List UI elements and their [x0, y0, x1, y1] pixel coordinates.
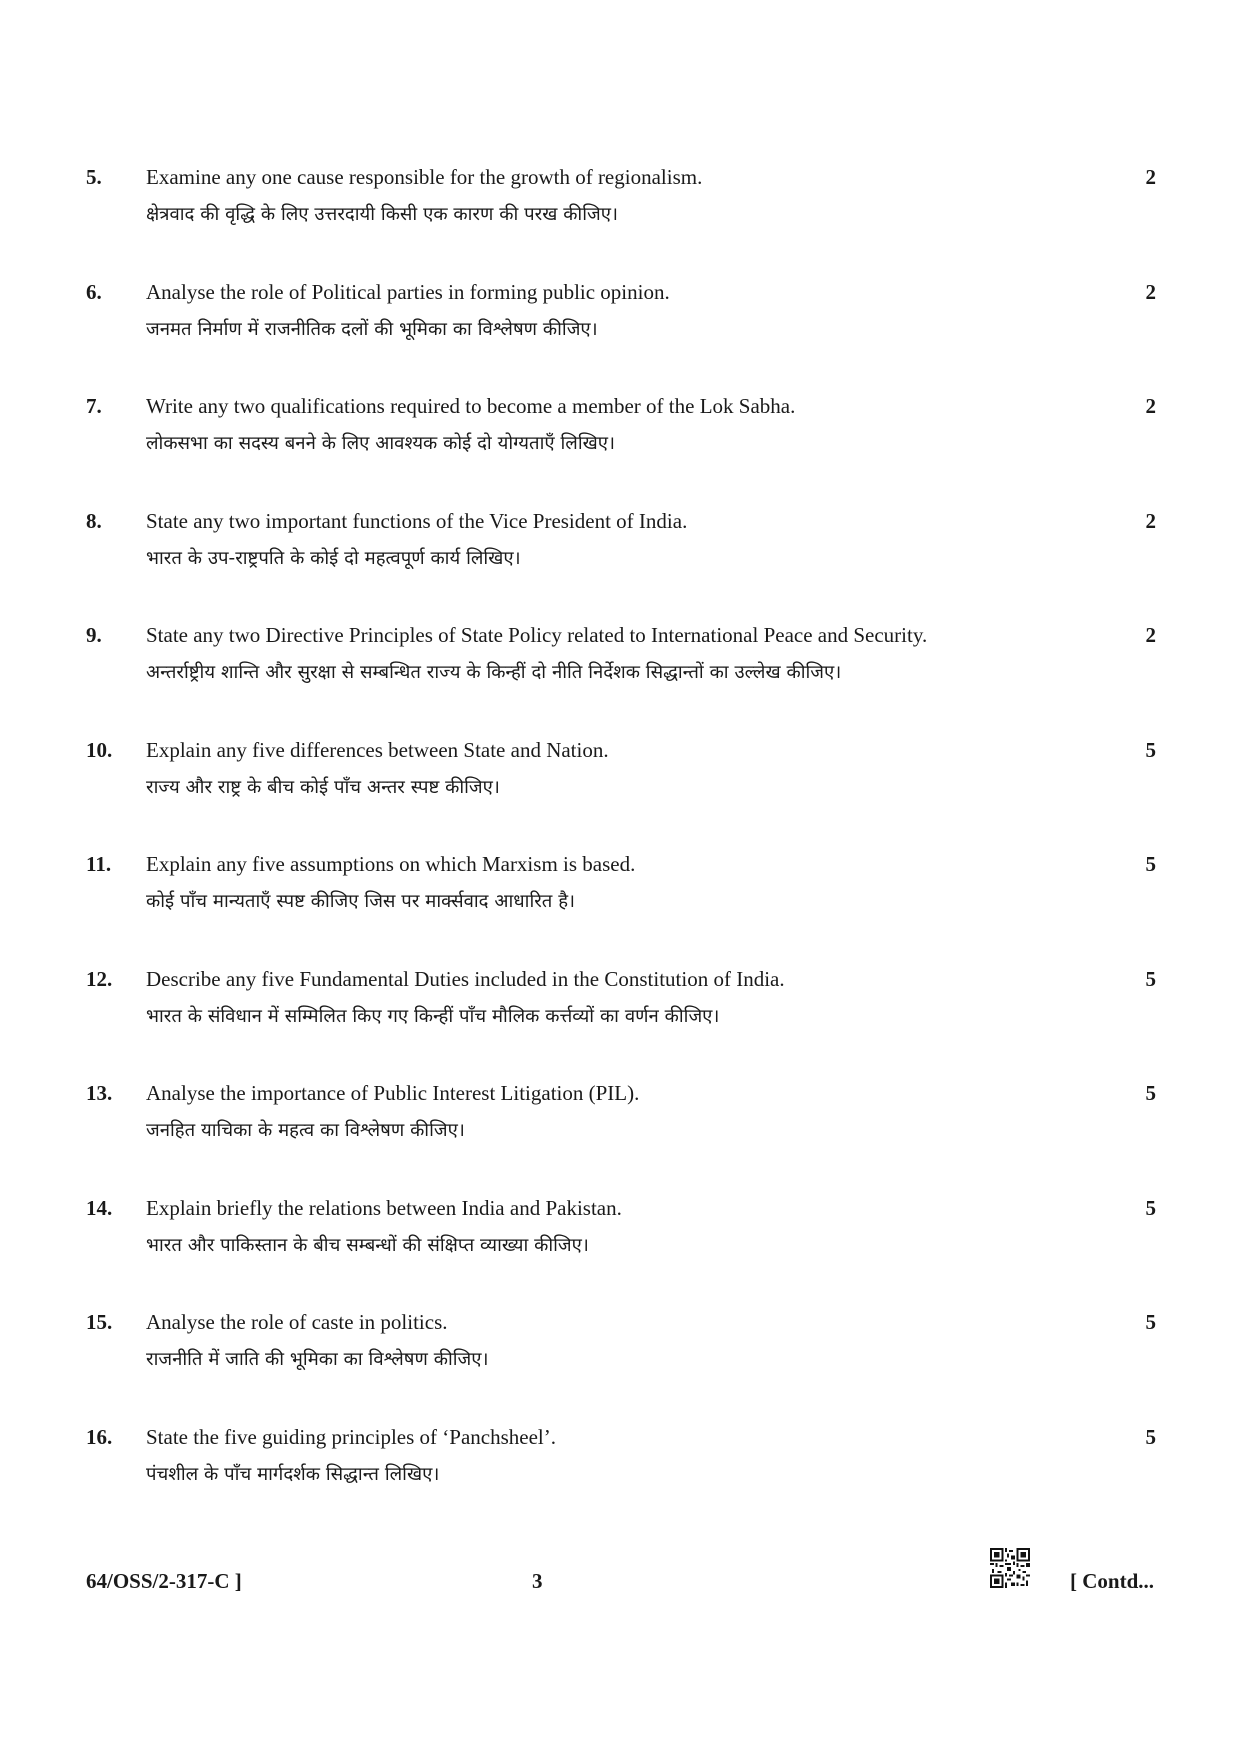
question-number: 16.: [86, 1424, 113, 1449]
question-number: 7.: [86, 394, 102, 418]
question-text-hindi: भारत के उप-राष्ट्रपति के कोई दो महत्वपूर्ण कार्य लिखिए।: [146, 547, 521, 569]
question-text-hindi: जनमत निर्माण में राजनीतिक दलों की भूमिका का विश्लेषण कीजिए।: [146, 318, 598, 340]
question-text-english: Explain any five assumptions on which Marxism is based.: [146, 852, 636, 876]
question-item: [86, 620, 1156, 735]
question-marks: 2: [1145, 279, 1156, 304]
question-number: 14.: [86, 1195, 113, 1220]
question-number: 9.: [86, 623, 102, 647]
question-item: [86, 1422, 1156, 1537]
question-marks: 5: [1145, 737, 1156, 762]
question-marks: 2: [1145, 165, 1156, 189]
question-text-hindi: पंचशील के पाँच मार्गदर्शक सिद्धान्त लिखिए।: [146, 1463, 440, 1485]
question-text-english: Examine any one cause responsible for the growth of regionalism.: [146, 165, 703, 189]
question-text-english: State the five guiding principles of ‘Panchsheel’.: [146, 1424, 556, 1449]
question-number: 15.: [86, 1310, 113, 1334]
question-marks: 5: [1145, 1081, 1156, 1105]
question-list: [86, 162, 1156, 1536]
question-marks: 5: [1145, 1310, 1156, 1334]
question-item: [86, 1078, 1156, 1193]
question-text-english: Analyse the role of Political parties in forming public opinion.: [146, 279, 670, 304]
question-text-hindi: जनहित याचिका के महत्व का विश्लेषण कीजिए।: [146, 1120, 465, 1141]
question-marks: 2: [1145, 508, 1156, 533]
question-text-english: Explain briefly the relations between India and Pakistan.: [146, 1195, 622, 1220]
question-text-hindi: भारत और पाकिस्तान के बीच सम्बन्धों की संक्षिप्त व्याख्या कीजिए।: [146, 1234, 589, 1256]
question-marks: 2: [1145, 623, 1156, 647]
question-marks: 5: [1145, 966, 1156, 991]
question-text-english: State any two Directive Principles of State Policy related to International Peace and Security.: [146, 623, 928, 647]
question-item: [86, 1307, 1156, 1422]
question-text-english: Explain any five differences between State and Nation.: [146, 737, 609, 762]
question-number: 6.: [86, 279, 102, 304]
question-text-hindi: भारत के संविधान में सम्मिलित किए गए किन्हीं पाँच मौलिक कर्त्तव्यों का वर्णन कीजिए।: [146, 1005, 720, 1027]
question-item: [86, 506, 1156, 621]
question-marks: 5: [1145, 1424, 1156, 1449]
question-item: [86, 735, 1156, 850]
question-number: 8.: [86, 508, 102, 533]
question-item: [86, 1193, 1156, 1308]
page-number: 3: [532, 1569, 543, 1593]
question-text-english: Analyse the role of caste in politics.: [146, 1310, 448, 1334]
question-item: [86, 849, 1156, 964]
qr-code-icon: [990, 1548, 1030, 1588]
question-number: 12.: [86, 966, 113, 991]
question-item: [86, 964, 1156, 1079]
question-text-hindi: राज्य और राष्ट्र के बीच कोई पाँच अन्तर स्पष्ट कीजिए।: [146, 776, 500, 798]
question-text-hindi: कोई पाँच मान्यताएँ स्पष्ट कीजिए जिस पर मार्क्सवाद आधारित है।: [146, 891, 576, 912]
question-text-english: Describe any five Fundamental Duties included in the Constitution of India.: [146, 966, 785, 991]
question-item: [86, 162, 1156, 277]
question-number: 11.: [86, 852, 112, 876]
paper-code: 64/OSS/2-317-C ]: [86, 1569, 242, 1593]
question-marks: 2: [1145, 394, 1156, 418]
question-marks: 5: [1145, 1195, 1156, 1220]
question-number: 5.: [86, 165, 102, 189]
question-item: [86, 391, 1156, 506]
question-number: 10.: [86, 737, 113, 762]
question-text-english: Analyse the importance of Public Interest Litigation (PIL).: [146, 1081, 640, 1105]
question-text-hindi: राजनीति में जाति की भूमिका का विश्लेषण कीजिए।: [146, 1349, 489, 1370]
question-text-english: Write any two qualifications required to become a member of the Lok Sabha.: [146, 394, 796, 418]
continued-label: [ Contd...: [1069, 1569, 1154, 1593]
question-item: [86, 277, 1156, 392]
question-text-hindi: अन्तर्राष्ट्रीय शान्ति और सुरक्षा से सम्बन्धित राज्य के किन्हीं दो नीति निर्देशक सिद्धान्तों का उल्लेख कीजिए।: [146, 662, 842, 683]
question-text-hindi: क्षेत्रवाद की वृद्धि के लिए उत्तरदायी किसी एक कारण की परख कीजिए।: [146, 204, 618, 225]
question-text-english: State any two important functions of the Vice President of India.: [146, 508, 688, 533]
question-text-hindi: लोकसभा का सदस्य बनने के लिए आवश्यक कोई दो योग्यताएँ लिखिए।: [146, 433, 615, 454]
question-marks: 5: [1145, 852, 1156, 876]
question-number: 13.: [86, 1081, 113, 1105]
